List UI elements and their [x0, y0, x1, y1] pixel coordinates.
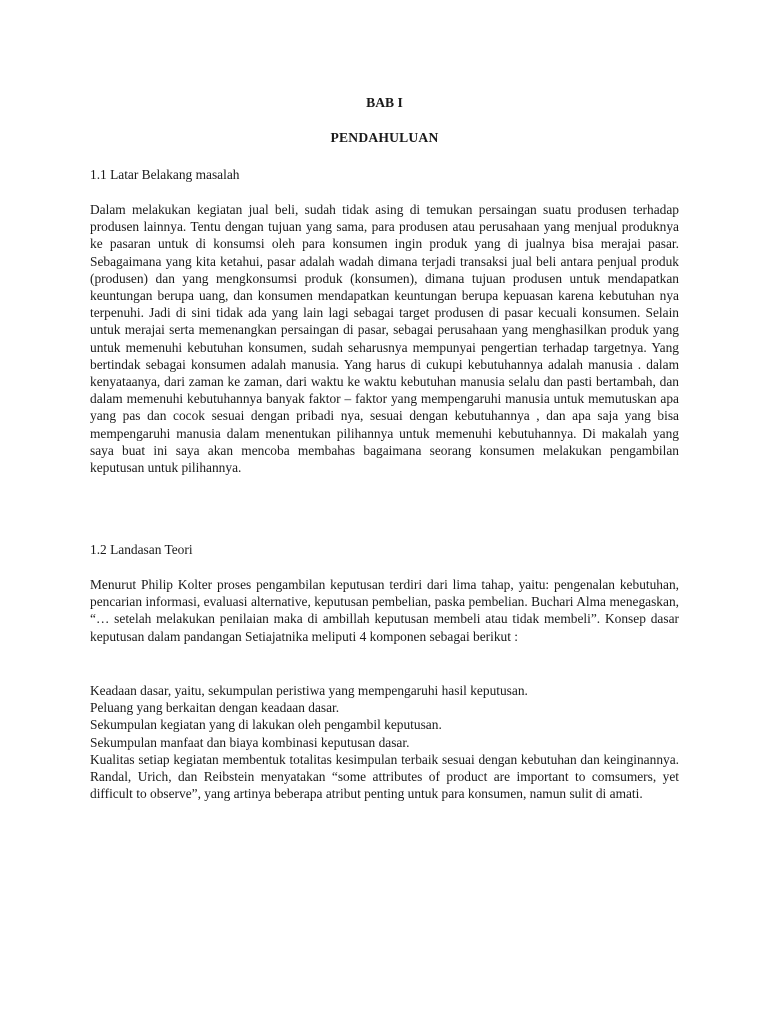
list-item: Keadaan dasar, yaitu, sekumpulan peristiwa yang mempengaruhi hasil keputusan. [90, 683, 528, 698]
list-item: Sekumpulan kegiatan yang di lakukan oleh pengambil keputusan. [90, 717, 442, 733]
paragraph-landasan-teori: Menurut Philip Kolter proses pengambilan keputusan terdiri dari lima tahap, yaitu: pengenalan kebutuhan, pencarian informasi, evaluasi alternative, keputusan pembelian, paska pembelian. Buchari Alma menegaskan, “… setelah melakukan penilaian maka di ambillah keputusan membeli atau tidak membeli”. Konsep dasar keputusan dalam pandangan Setiajatnika meliputi 4 komponen sebagai berikut : [90, 577, 679, 644]
component-list [90, 682, 679, 802]
list-item: Peluang yang berkaitan dengan keadaan dasar. [90, 700, 340, 716]
list-item: Kualitas setiap kegiatan membentuk totalitas kesimpulan terbaik sesuai dengan kebutuhan dan keinginannya. Randal, Urich, dan Reibstein menyatakan “some attributes of product are important to comsumers, yet difficult to observe”, yang artinya beberapa atribut penting untuk para konsumen, namun sulit di amati. [90, 751, 679, 802]
section-title-landasan-teori: 1.2 Landasan Teori [90, 542, 193, 557]
chapter-title: PENDAHULUAN [330, 130, 439, 145]
list-item: Sekumpulan manfaat dan biaya kombinasi keputusan dasar. [90, 734, 410, 750]
section-title-latar-belakang: 1.1 Latar Belakang masalah [90, 167, 240, 182]
chapter-number: BAB I [366, 95, 403, 110]
paragraph-latar-belakang: Dalam melakukan kegiatan jual beli, sudah tidak asing di temukan persaingan suatu produsen terhadap produsen lainnya. Tentu dengan tujuan yang sama, para produsen atau perusahaan yang menjual produknya ke pasaran untuk di konsumsi oleh para konsumen ingin produk yang di jualnya bisa merajai pasar. Sebagaimana yang kita ketahui, pasar adalah wadah dimana terjadi transaksi jual beli antara penjual produk (produsen) dan yang mengkonsumsi produk (konsumen), dimana tujuan produsen untuk mendapatkan keuntungan berupa uang, dan konsumen mendapatkan keuntungan berupa kepuasan karena kebutuhan nya terpenuhi. Jadi di sini tidak ada yang lain lagi sebagai target produsen di pasar kecuali konsumen. Selain untuk merajai serta memenangkan persaingan di pasar, sebagai perusahaan yang menghasilkan produk yang untuk memenuhi kebutuhan konsumen, sudah seharusnya mempunyai pengertian terhadap targetnya. Yang bertindak sebagai konsumen adalah manusia. Yang harus di cukupi kebutuhannya adalah manusia . dalam kenyataanya, dari zaman ke zaman, dari waktu ke waktu kebutuhan manusia selalu dan pasti bertambah, dan dalam memenuhi kebutuhannya banyak faktor – faktor yang mempengaruhi manusia untuk memutuskan apa yang pas dan cocok sesuai dengan pribadi nya, sesuai dengan kebutuhannya , dan apa saja yang bisa mempengaruhi manusia dalam menentukan pilihannya untuk memenuhi kebutuhannya. Di makalah yang saya buat ini saya akan mencoba membahas bagaimana seorang konsumen melakukan pengambilan keputusan untuk pilihannya. [90, 202, 679, 476]
